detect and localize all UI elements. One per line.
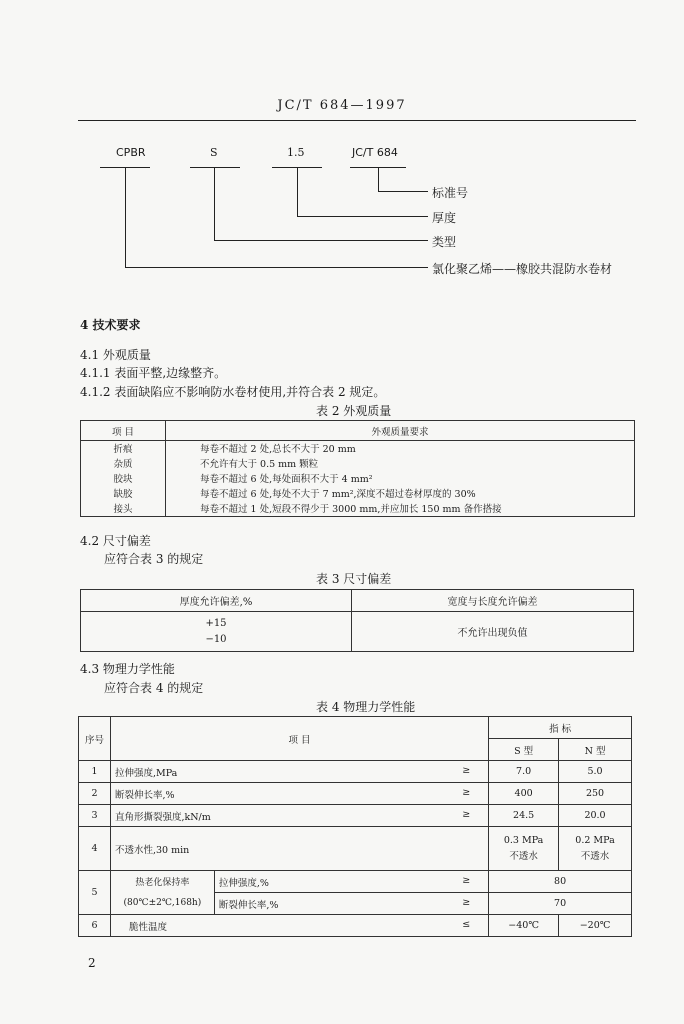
table-cell: −20℃ [559, 915, 632, 937]
operator: ≥ [462, 874, 471, 886]
table-4-caption: 表 4 物理力学性能 [316, 700, 416, 714]
table-cell [110, 783, 488, 805]
heat-aging-condition: (80℃±2℃,168h) [123, 897, 202, 908]
table-4 [78, 716, 632, 937]
table-2-caption: 表 2 外观质量 [316, 404, 392, 418]
table-cell: 折痕 [81, 441, 166, 456]
table-cell: 每卷不超过 1 处,短段不得少于 3000 mm,并应加长 150 mm 备作搭接 [166, 501, 635, 517]
pressure-n: 0.2 MPa [575, 834, 615, 846]
table-cell [110, 805, 488, 827]
table-cell: 2 [79, 783, 111, 805]
table-cell [489, 827, 559, 871]
table-cell: 5 [79, 871, 111, 915]
table-cell: 250 [559, 783, 632, 805]
table-cell [214, 871, 488, 893]
table-4-header-no: 序号 [79, 717, 111, 761]
section-4-2: 4.2 尺寸偏差 [80, 534, 151, 548]
section-4-1-2: 4.1.2 表面缺陷应不影响防水卷材使用,并符合表 2 规定。 [80, 385, 386, 399]
connector-type-v [214, 167, 215, 240]
code-part-cpbr: CPBR [116, 146, 146, 159]
operator: ≥ [462, 896, 471, 908]
item-label: 直角形撕裂强度,kN/m [114, 811, 211, 823]
item-label: 断裂伸长率,% [218, 899, 279, 911]
section-4-1-1: 4.1.1 表面平整,边缘整齐。 [80, 366, 227, 380]
table-row [81, 612, 634, 652]
connector-cpbr-h [125, 267, 428, 268]
result-s: 不透水 [509, 850, 538, 862]
table-3-caption: 表 3 尺寸偏差 [316, 572, 392, 586]
result-n: 不透水 [580, 850, 610, 862]
table-row [79, 805, 632, 827]
tolerance-minus: −10 [205, 633, 227, 645]
heat-aging-title: 热老化保持率 [135, 877, 190, 888]
table-cell: 1 [79, 761, 111, 783]
table-3-width-note: 不允许出现负值 [352, 612, 634, 652]
item-label: 拉伸强度,MPa [114, 767, 178, 779]
connector-thickness-v [297, 167, 298, 216]
table-cell: 杂质 [81, 456, 166, 471]
underline-type [190, 167, 240, 168]
table-3-header-thickness: 厚度允许偏差,% [81, 590, 352, 612]
table-cell: 4 [79, 827, 111, 871]
operator: ≥ [462, 764, 471, 776]
table-cell [110, 915, 488, 937]
pressure-s: 0.3 MPa [503, 834, 544, 846]
operator: ≥ [462, 786, 471, 798]
table-cell: 5.0 [559, 761, 632, 783]
table-cell: 缺胶 [81, 486, 166, 501]
code-part-thickness: 1.5 [287, 146, 305, 159]
label-thickness: 厚度 [432, 211, 457, 225]
table-2 [80, 420, 635, 517]
item-label: 拉伸强度,% [218, 877, 269, 889]
table-4-header-s-type: S 型 [489, 739, 559, 761]
table-cell: 20.0 [559, 805, 632, 827]
table-cell: 每卷不超过 6 处,每处面积不大于 4 mm² [166, 471, 635, 486]
operator: ≤ [462, 918, 471, 930]
standard-header: JC/T 684—1997 [277, 98, 407, 113]
table-cell: 胶块 [81, 471, 166, 486]
code-part-type: S [210, 146, 218, 159]
table-cell: 80 [489, 871, 632, 893]
header-rule [78, 120, 636, 121]
table-cell: −40℃ [489, 915, 559, 937]
table-row [79, 915, 632, 937]
section-4-2-text: 应符合表 3 的规定 [104, 552, 204, 566]
connector-cpbr-v [125, 167, 126, 267]
connector-type-h [214, 240, 428, 241]
table-cell [110, 761, 488, 783]
table-cell [214, 893, 488, 915]
connector-thickness-h [297, 216, 428, 217]
table-cell: 70 [489, 893, 632, 915]
table-row [79, 871, 632, 893]
table-cell: 400 [489, 783, 559, 805]
operator: ≥ [462, 808, 471, 820]
table-cell [110, 871, 214, 915]
connector-standard-h [378, 191, 428, 192]
table-row [79, 761, 632, 783]
table-row [81, 471, 635, 486]
page-number: 2 [88, 956, 96, 970]
tolerance-plus: +15 [205, 617, 227, 629]
table-cell: 7.0 [489, 761, 559, 783]
table-cell: 不透水性,30 min [110, 827, 488, 871]
table-cell: 24.5 [489, 805, 559, 827]
table-row [81, 441, 635, 456]
item-label: 断裂伸长率,% [114, 789, 175, 801]
table-cell [559, 827, 632, 871]
table-3 [80, 589, 634, 652]
table-4-header-index: 指 标 [489, 717, 632, 739]
table-3-thickness-tolerance [81, 612, 352, 652]
section-4-3-text: 应符合表 4 的规定 [104, 681, 204, 695]
table-3-header-width-length: 宽度与长度允许偏差 [352, 590, 634, 612]
label-standard-number: 标准号 [432, 186, 469, 200]
table-row [79, 783, 632, 805]
section-4-heading: 4 技术要求 [80, 318, 141, 332]
table-cell: 接头 [81, 501, 166, 517]
table-4-header-item: 项 目 [110, 717, 488, 761]
section-4-1: 4.1 外观质量 [80, 348, 151, 362]
table-row [81, 456, 635, 471]
label-type: 类型 [432, 235, 457, 249]
table-cell: 3 [79, 805, 111, 827]
table-row [81, 501, 635, 517]
table-2-header-requirement: 外观质量要求 [166, 421, 635, 441]
table-cell: 不允许有大于 0.5 mm 颗粒 [166, 456, 635, 471]
code-part-standard: JC/T 684 [352, 146, 398, 159]
item-label: 脆性温度 [128, 921, 167, 933]
table-cell: 每卷不超过 6 处,每处不大于 7 mm²,深度不超过卷材厚度的 30% [166, 486, 635, 501]
section-4-3: 4.3 物理力学性能 [80, 662, 175, 676]
table-4-header-n-type: N 型 [559, 739, 632, 761]
table-row [79, 827, 632, 871]
label-product-name: 氯化聚乙烯——橡胶共混防水卷材 [432, 262, 613, 276]
table-cell: 每卷不超过 2 处,总长不大于 20 mm [166, 441, 635, 456]
connector-standard-v [378, 167, 379, 191]
table-row [81, 486, 635, 501]
table-2-header-item: 项 目 [81, 421, 166, 441]
table-cell: 6 [79, 915, 111, 937]
